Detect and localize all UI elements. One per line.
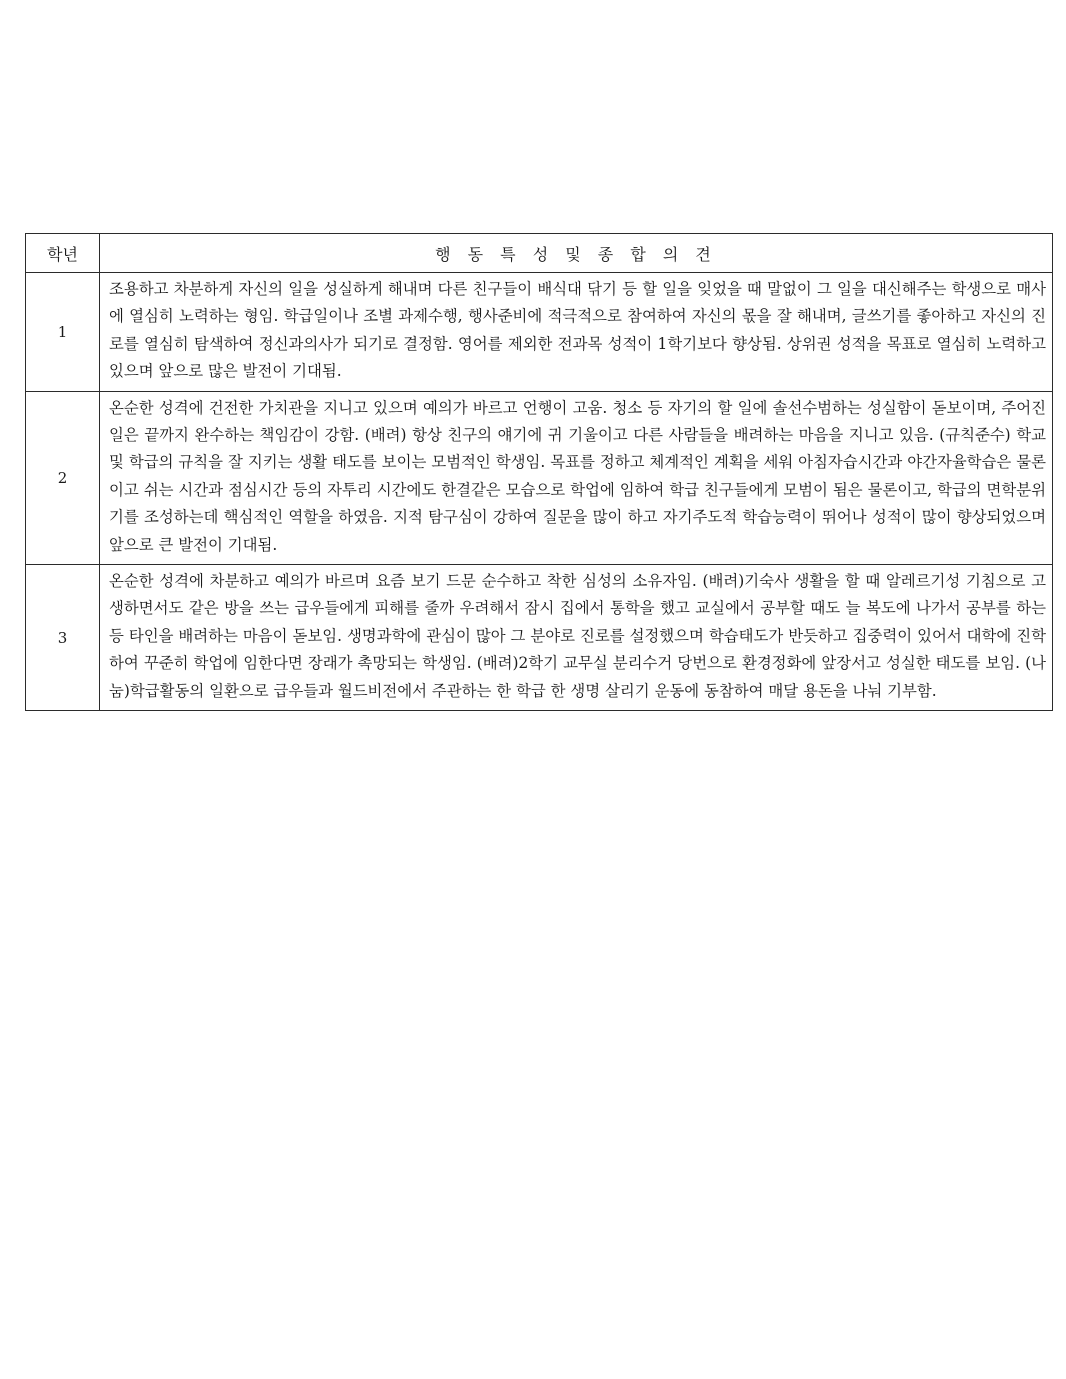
table-header-row <box>26 234 1053 273</box>
table-row <box>26 273 1053 392</box>
opinion-cell: 조용하고 차분하게 자신의 일을 성실하게 해내며 다른 친구들이 배식대 닦기 등 할 일을 잊었을 때 말없이 그 일을 대신해주는 학생으로 매사에 열심히 노력하는 형임. 학급일이나 조별 과제수행, 행사준비에 적극적으로 참여하여 자신의 몫을 잘 해내며, 글쓰기를 좋아하고 자신의 진로를 열심히 탐색하여 정신과의사가 되기로 결정함. 영어를 제외한 전과목 성적이 1학기보다 향상됨. 상위권 성적을 목표로 열심히 노력하고 있으며 앞으로 많은 발전이 기대됨. <box>100 273 1053 392</box>
grade-cell: 2 <box>26 391 100 564</box>
header-opinion: 행 동 특 성 및 종 합 의 견 <box>100 234 1053 273</box>
grade-cell: 1 <box>26 273 100 392</box>
opinion-cell: 온순한 성격에 차분하고 예의가 바르며 요즘 보기 드문 순수하고 착한 심성의 소유자임. (배려)기숙사 생활을 할 때 알레르기성 기침으로 고생하면서도 같은 방을 쓰는 급우들에게 피해를 줄까 우려해서 잠시 집에서 통학을 했고 교실에서 공부할 때도 늘 복도에 나가서 공부를 하는 등 타인을 배려하는 마음이 돋보임. 생명과학에 관심이 많아 그 분야로 진로를 설정했으며 학습태도가 반듯하고 집중력이 있어서 대학에 진학하여 꾸준히 학업에 임한다면 장래가 촉망되는 학생임. (배려)2학기 교무실 분리수거 당번으로 환경정화에 앞장서고 성실한 태도를 보임. (나눔)학급활동의 일환으로 급우들과 월드비전에서 주관하는 한 학급 한 생명 살리기 운동에 동참하여 매달 용돈을 나눠 기부함. <box>100 565 1053 711</box>
behavior-record-table <box>25 233 1053 711</box>
grade-cell: 3 <box>26 565 100 711</box>
opinion-cell: 온순한 성격에 건전한 가치관을 지니고 있으며 예의가 바르고 언행이 고움. 청소 등 자기의 할 일에 솔선수범하는 성실함이 돋보이며, 주어진 일은 끝까지 완수하는 책임감이 강함. (배려) 항상 친구의 얘기에 귀 기울이고 다른 사람들을 배려하는 마음을 지니고 있음. (규칙준수) 학교 및 학급의 규칙을 잘 지키는 생활 태도를 보이는 모범적인 학생임. 목표를 정하고 체계적인 계획을 세워 아침자습시간과 야간자율학습은 물론이고 쉬는 시간과 점심시간 등의 자투리 시간에도 한결같은 모습으로 학업에 임하여 학급 친구들에게 모범이 됨은 물론이고, 학급의 면학분위기를 조성하는데 핵심적인 역할을 하였음. 지적 탐구심이 강하여 질문을 많이 하고 자기주도적 학습능력이 뛰어나 성적이 많이 향상되었으며 앞으로 큰 발전이 기대됨. <box>100 391 1053 564</box>
table-row <box>26 391 1053 564</box>
table-row <box>26 565 1053 711</box>
header-grade: 학년 <box>26 234 100 273</box>
